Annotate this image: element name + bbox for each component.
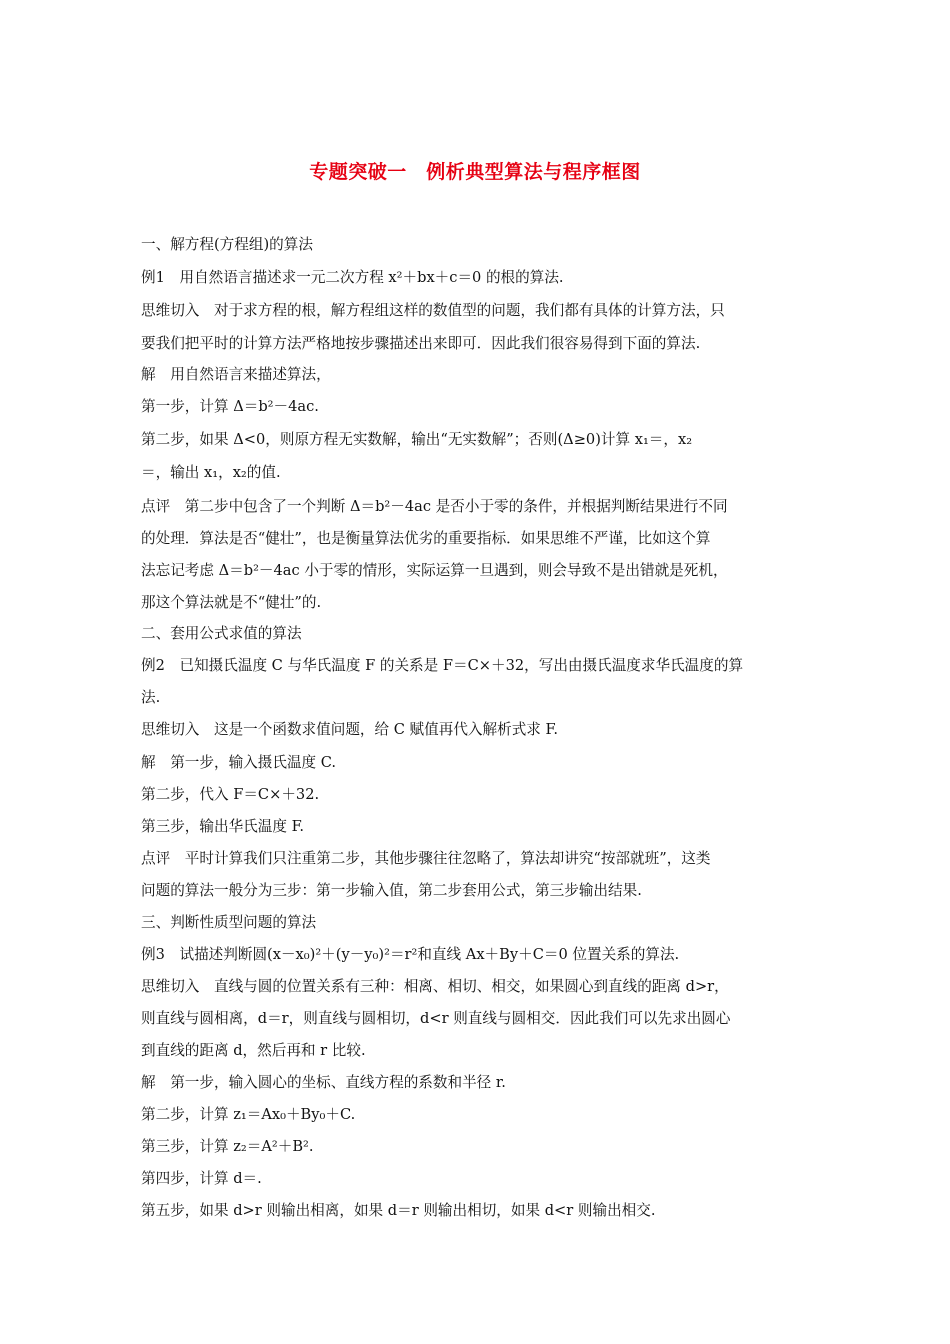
paragraph-line: 第五步，如果 d>r 则输出相离，如果 d＝r 则输出相切，如果 d<r 则输出相交. bbox=[141, 1202, 656, 1219]
paragraph-line: 则直线与圆相离，d＝r，则直线与圆相切，d<r 则直线与圆相交．因此我们可以先求出圆心 bbox=[141, 1010, 731, 1027]
example-2: 例2 已知摄氏温度 C 与华氏温度 F 的关系是 F＝C×＋32，写出由摄氏温度求华氏温度的算 bbox=[141, 657, 744, 674]
section-heading-3: 三、判断性质型问题的算法 bbox=[141, 914, 317, 931]
example-1: 例1 用自然语言描述求一元二次方程 x²＋bx＋c＝0 的根的算法. bbox=[141, 269, 564, 286]
paragraph-line: 解 第一步，输入圆心的坐标、直线方程的系数和半径 r. bbox=[141, 1074, 506, 1091]
paragraph-line: 的处理．算法是否“健壮”，也是衡量算法优劣的重要指标．如果思维不严谨，比如这个算 bbox=[141, 530, 711, 547]
paragraph-line: 思维切入 直线与圆的位置关系有三种：相离、相切、相交，如果圆心到直线的距离 d>r， bbox=[141, 978, 729, 995]
paragraph-line: 第二步，如果 Δ<0，则原方程无实数解，输出“无实数解”；否则(Δ≥0)计算 x₁＝，x₂ bbox=[141, 431, 693, 448]
paragraph-line: 法忘记考虑 Δ＝b²－4ac 小于零的情形，实际运算一旦遇到，则会导致不是出错就是死机， bbox=[141, 562, 728, 579]
page-title: 专题突破一 例析典型算法与程序框图 bbox=[309, 161, 641, 183]
paragraph-line: 到直线的距离 d，然后再和 r 比较. bbox=[141, 1042, 366, 1059]
section-heading-1: 一、解方程(方程组)的算法 bbox=[141, 236, 313, 253]
paragraph-line: 第二步，计算 z₁＝Ax₀＋By₀＋C. bbox=[141, 1106, 356, 1123]
section-heading-2: 二、套用公式求值的算法 bbox=[141, 625, 302, 642]
paragraph-line: 解 第一步，输入摄氏温度 C. bbox=[141, 754, 337, 771]
example-3: 例3 试描述判断圆(x－x₀)²＋(y－y₀)²＝r²和直线 Ax＋By＋C＝0 位置关系的算法. bbox=[141, 946, 680, 963]
paragraph-line: 第二步，代入 F＝C×＋32. bbox=[141, 786, 320, 803]
paragraph-line: 第三步，输出华氏温度 F. bbox=[141, 818, 305, 835]
paragraph-line: 思维切入 对于求方程的根，解方程组这样的数值型的问题，我们都有具体的计算方法，只 bbox=[141, 302, 725, 319]
paragraph-line: 那这个算法就是不“健壮”的. bbox=[141, 594, 322, 611]
paragraph-line: 第一步，计算 Δ＝b²－4ac. bbox=[141, 398, 319, 415]
paragraph-line: 思维切入 这是一个函数求值问题，给 C 赋值再代入解析式求 F. bbox=[141, 721, 559, 738]
paragraph-line: 第四步，计算 d＝. bbox=[141, 1170, 262, 1187]
paragraph-line: 点评 第二步中包含了一个判断 Δ＝b²－4ac 是否小于零的条件，并根据判断结果进行不同 bbox=[141, 498, 728, 515]
paragraph-line: 点评 平时计算我们只注重第二步，其他步骤往往忽略了，算法却讲究“按部就班”，这类 bbox=[141, 850, 711, 867]
paragraph-line: 法. bbox=[141, 689, 161, 706]
paragraph-line: 解 用自然语言来描述算法， bbox=[141, 366, 331, 383]
paragraph-line: 第三步，计算 z₂＝A²＋B². bbox=[141, 1138, 314, 1155]
paragraph-line: ＝，输出 x₁，x₂的值. bbox=[141, 464, 281, 481]
paragraph-line: 问题的算法一般分为三步：第一步输入值，第二步套用公式，第三步输出结果. bbox=[141, 882, 642, 899]
paragraph-line: 要我们把平时的计算方法严格地按步骤描述出来即可．因此我们很容易得到下面的算法. bbox=[141, 335, 701, 352]
